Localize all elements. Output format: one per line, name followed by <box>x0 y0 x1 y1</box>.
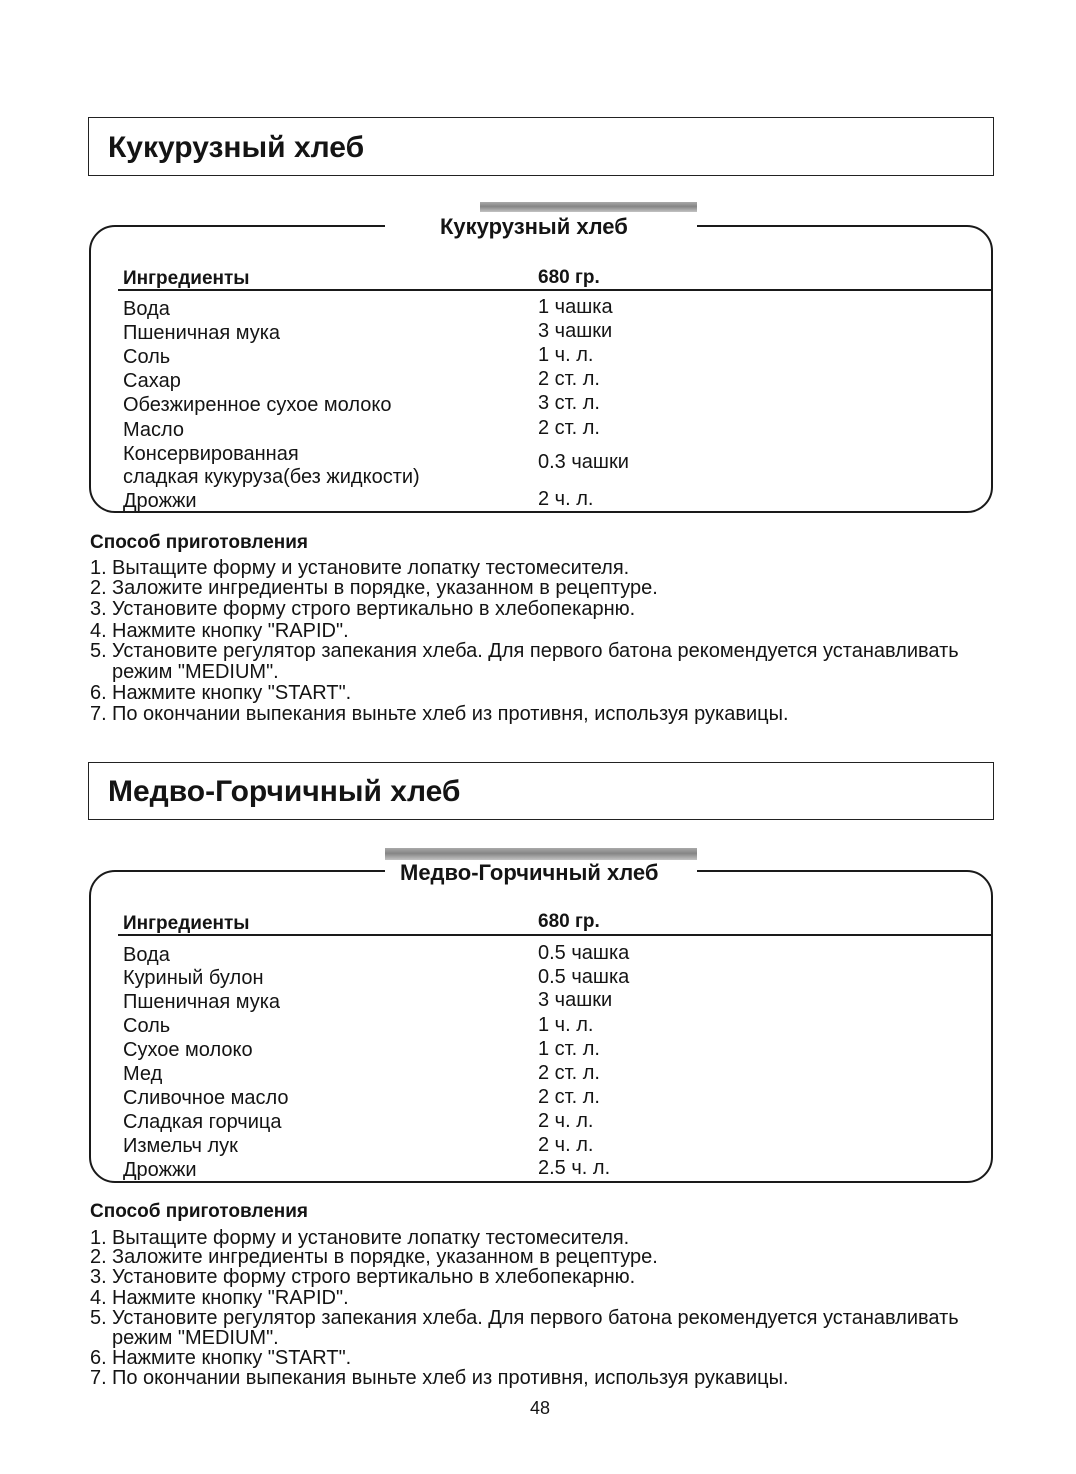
title-shading <box>385 848 697 860</box>
step-number: 4. <box>90 1287 107 1309</box>
ingredient-name: Дрожжи <box>123 490 197 512</box>
step-text: Установите форму строго вертикально в хлебопекарню. <box>112 1266 636 1288</box>
ingredient-name: Измельч лук <box>123 1135 238 1157</box>
step-text: Установите форму строго вертикально в хлебопекарню. <box>112 598 636 620</box>
title-shading <box>480 202 697 212</box>
ingredient-name-line2: сладкая кукуруза(без жидкости) <box>123 466 420 488</box>
step-text-line2: режим "MEDIUM". <box>112 661 279 683</box>
ingredient-name: Дрожжи <box>123 1159 197 1181</box>
method-title: Способ приготовления <box>90 532 309 553</box>
step-number: 4. <box>90 620 107 642</box>
ingredients-header: Ингредиенты <box>123 913 250 934</box>
step-number: 3. <box>90 598 107 620</box>
step-number: 2. <box>90 577 107 599</box>
page-number: 48 <box>530 1398 551 1418</box>
step-number: 5. <box>90 1307 107 1329</box>
ingredient-amount: 1 чашка <box>538 296 613 318</box>
ingredient-name: Пшеничная мука <box>123 991 281 1013</box>
step-number: 3. <box>90 1266 107 1288</box>
ingredient-name: Пшеничная мука <box>123 322 281 344</box>
step-text: Установите регулятор запекания хлеба. Для первого батона рекомендуется устанавливать <box>112 1307 959 1329</box>
ingredients-box-title: Медво-Горчичный хлеб <box>400 860 659 885</box>
ingredient-amount: 3 ст. л. <box>538 392 600 414</box>
step-text: Установите регулятор запекания хлеба. Для первого батона рекомендуется устанавливать <box>112 640 959 662</box>
ingredient-name: Соль <box>123 1015 171 1037</box>
ingredient-name: Вода <box>123 298 170 320</box>
ingredients-box-title: Кукурузный хлеб <box>440 214 628 239</box>
ingredient-amount: 0.5 чашка <box>538 966 630 988</box>
step-text: Вытащите форму и установите лопатку тестомесителя. <box>112 1227 630 1249</box>
ingredient-amount: 1 ч. л. <box>538 344 594 366</box>
step-text: Нажмите кнопку "RAPID". <box>112 1287 349 1309</box>
step-number: 6. <box>90 682 107 704</box>
ingredient-name: Сладкая горчица <box>123 1111 282 1133</box>
step-text: Заложите ингредиенты в порядке, указанном в рецептуре. <box>112 577 658 599</box>
step-text: По окончании выпекания выньте хлеб из противня, используя рукавицы. <box>112 1367 789 1389</box>
amount-header: 680 гр. <box>538 267 600 288</box>
step-number: 5. <box>90 640 107 662</box>
ingredient-amount: 2 ст. л. <box>538 417 600 439</box>
ingredient-amount: 2 ч. л. <box>538 1134 594 1156</box>
ingredient-amount: 2 ч. л. <box>538 488 594 510</box>
step-text: Вытащите форму и установите лопатку тестомесителя. <box>112 557 630 579</box>
ingredient-name: Соль <box>123 346 171 368</box>
ingredient-name: Консервированная <box>123 443 299 465</box>
step-text: Нажмите кнопку "START". <box>112 1347 352 1369</box>
ingredient-amount: 2 ст. л. <box>538 1062 600 1084</box>
ingredient-name: Обезжиренное сухое молоко <box>123 394 392 416</box>
step-number: 7. <box>90 1367 107 1389</box>
ingredient-name: Мед <box>123 1063 163 1085</box>
section-title: Медво-Горчичный хлеб <box>108 775 461 808</box>
ingredient-amount: 0.3 чашки <box>538 451 629 473</box>
step-number: 1. <box>90 557 107 579</box>
step-text: Нажмите кнопку "RAPID". <box>112 620 349 642</box>
step-text: Заложите ингредиенты в порядке, указанном в рецептуре. <box>112 1246 658 1268</box>
ingredient-name: Сахар <box>123 370 181 392</box>
step-text: По окончании выпекания выньте хлеб из противня, используя рукавицы. <box>112 703 789 725</box>
ingredient-name: Масло <box>123 419 185 441</box>
method-title: Способ приготовления <box>90 1201 309 1222</box>
section-title: Кукурузный хлеб <box>108 131 365 164</box>
header-rule <box>118 934 991 936</box>
step-number: 6. <box>90 1347 107 1369</box>
ingredient-amount: 1 ст. л. <box>538 1038 600 1060</box>
amount-header: 680 гр. <box>538 911 600 932</box>
ingredient-amount: 0.5 чашка <box>538 942 630 964</box>
ingredient-name: Вода <box>123 944 170 966</box>
ingredient-amount: 3 чашки <box>538 989 613 1011</box>
ingredient-amount: 3 чашки <box>538 320 613 342</box>
ingredient-amount: 2 ст. л. <box>538 368 600 390</box>
step-text: Нажмите кнопку "START". <box>112 682 352 704</box>
step-number: 1. <box>90 1227 107 1249</box>
header-rule <box>118 289 991 291</box>
ingredient-name: Куриный булон <box>123 967 264 989</box>
ingredient-amount: 2 ст. л. <box>538 1086 600 1108</box>
ingredients-header: Ингредиенты <box>123 268 250 289</box>
step-text-line2: режим "MEDIUM". <box>112 1327 279 1349</box>
ingredient-amount: 1 ч. л. <box>538 1014 594 1036</box>
ingredient-amount: 2.5 ч. л. <box>538 1157 611 1179</box>
step-number: 7. <box>90 703 107 725</box>
ingredient-name: Сливочное масло <box>123 1087 289 1109</box>
ingredient-name: Сухое молоко <box>123 1039 253 1061</box>
step-number: 2. <box>90 1246 107 1268</box>
ingredient-amount: 2 ч. л. <box>538 1110 594 1132</box>
